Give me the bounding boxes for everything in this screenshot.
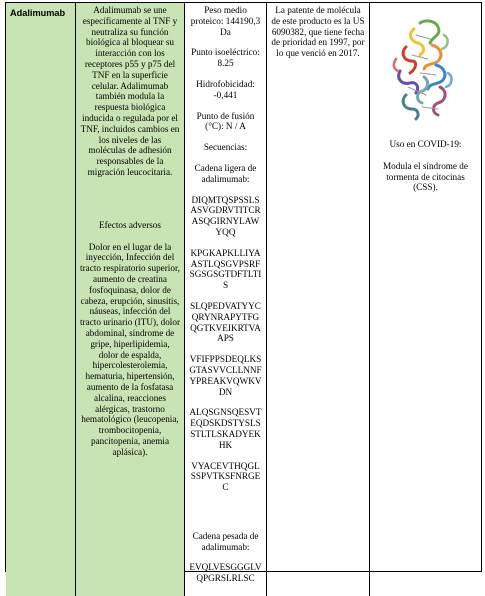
mechanism-text: Adalimumab se une específicamente al TNF y neutraliza su función biológica al bloquear su interacción con los receptores p55 y p75 del TNF en la superficie celular. Adalimumab también modula la respuesta biológica inducida o regulada por el TNF, incluidos cambios en los niveles de las moléculas de adhesión responsables de la migración leucocitaria.: [80, 5, 180, 177]
isoelectric-point: Punto isoeléctrico: 8.25: [191, 47, 260, 69]
sequence-block: ALQSGNSQESVTEQDSKDSTYSLSSTLTLSKADYEKHK: [189, 407, 262, 450]
description-cell: [76, 3, 185, 596]
drug-name-cell: [6, 3, 76, 596]
covid-use-text: Modula el síndrome de tormenta de citocinas (CSS).: [383, 160, 468, 193]
drug-info-table: [5, 2, 482, 584]
patent-cell: [267, 3, 370, 596]
adverse-effects-text: Dolor en el lugar de la inyección, Infección del tracto respiratorio superior, aumento de creatina fosfoquinasa, dolor de cabeza, erupción, sinusitis, náuseas, infección del tracto urinario (ITU), dolor abdominal, síndrome de gripe, hiperlipidemia, dolor de espalda, hipercolesterolemia, hematuria, hipertensión, aumento de la fosfatasa alcalina, reacciones alérgicas, trastorno hematológico (leucopenia, trombocitopenia, pancitopenia, anemia aplásica).: [80, 241, 181, 457]
melting-point: Punto de fusión (°C): N / A: [196, 110, 255, 132]
heavy-chain-label: Cadena pesada de adalimumab:: [192, 530, 259, 552]
protein-structure-image: [386, 15, 466, 123]
drug-name: Adalimumab: [10, 8, 66, 18]
extra-cell: [370, 3, 481, 596]
sequence-block: VYACEVTHQGLSSPVTKSFNRGEC: [190, 460, 261, 493]
sequences-label: Secuencias:: [203, 142, 248, 153]
light-chain-sequences: [189, 195, 262, 493]
protein-weight: Peso medio proteico: 144190,3 Da: [190, 5, 261, 37]
hydrophobicity: Hidrofobicidad: -0,441: [196, 78, 255, 100]
light-chain-label: Cadena ligera de adalimumab:: [194, 162, 257, 184]
adverse-effects-heading: Efectos adversos: [99, 219, 161, 230]
sequence-block: VFIFPPSDEQLKSGTASVVCLLNNFYPREAKVQWKVDN: [189, 354, 262, 397]
covid-use-label: Uso en COVID-19:: [389, 139, 462, 149]
sequence-block: DIQMTQSPSSLSASVGDRVTITCRASQGIRNYLAWYQQ: [190, 194, 261, 237]
properties-cell: [185, 3, 267, 596]
patent-text: La patente de molécula de este producto es la US 6090382, que tiene fecha de prioridad en 1997, por lo que venció en 2017.: [271, 5, 365, 59]
sequence-block: EVQLVESGGGLVQPGRSLRLSC: [189, 562, 262, 584]
sequence-block: KPGKAPKLLIYAASTLQSGVPSRFSGSGSGTDFTLTIS: [189, 247, 262, 291]
sequence-block: SLQPEDVATYYCQRYNRAPYTFGQGTKVEIKRTVAAPS: [190, 300, 261, 344]
